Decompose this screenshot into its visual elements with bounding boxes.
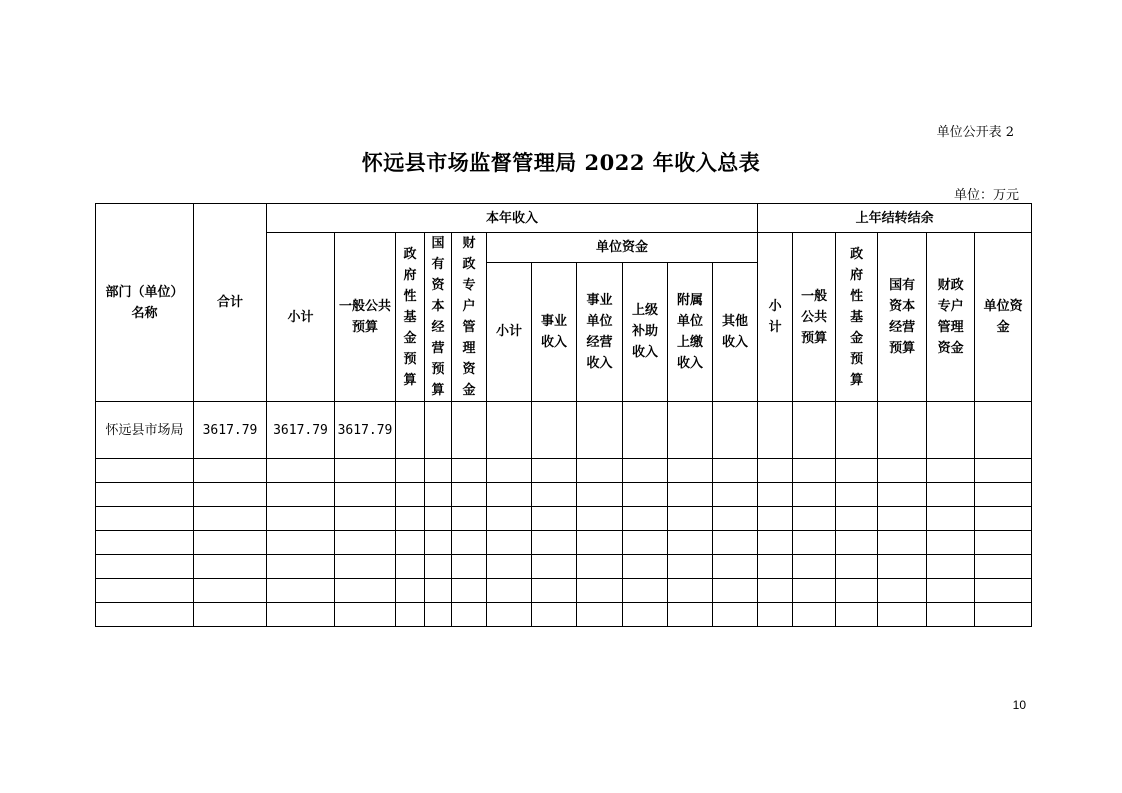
cell-empty: [267, 459, 335, 483]
cell-empty: [577, 507, 623, 531]
cell-empty: [194, 579, 267, 603]
cell-empty: [487, 555, 532, 579]
cell-empty: [927, 459, 975, 483]
cell-empty: [335, 459, 396, 483]
header-uf-operating: 事业单位经营收入: [577, 262, 623, 401]
cell-empty: [577, 531, 623, 555]
cell-empty: [793, 459, 836, 483]
page-title: 怀远县市场监督管理局 2022 年收入总表: [361, 150, 761, 175]
header-co-fiscal: 财政专户管理资金: [927, 233, 975, 402]
cell-empty: [793, 555, 836, 579]
cell-empty: [532, 531, 577, 555]
cell-empty: [487, 402, 532, 459]
table-row: [96, 402, 1032, 459]
cell-total: 3617.79: [194, 402, 267, 459]
cell-empty: [793, 603, 836, 627]
cell-empty: [396, 531, 425, 555]
cell-empty: [758, 483, 793, 507]
cell-empty: [532, 483, 577, 507]
cell-empty: [758, 555, 793, 579]
cell-empty: [425, 579, 452, 603]
cell-empty: [452, 483, 487, 507]
cell-empty: [668, 507, 713, 531]
cell-empty: [335, 579, 396, 603]
cell-empty: [623, 555, 668, 579]
page-number: 10: [1012, 698, 1026, 712]
cell-empty: [267, 603, 335, 627]
cell-empty: [96, 555, 194, 579]
cell-empty: [878, 459, 927, 483]
header-cy-general: 一般公共预算: [335, 233, 396, 402]
cell-empty: [793, 483, 836, 507]
header-cy-govfund: 政府性基金预算: [396, 233, 425, 402]
header-co-subtotal: 小计: [758, 233, 793, 402]
cell-empty: [975, 402, 1032, 459]
cell-empty: [396, 459, 425, 483]
cell-empty: [577, 483, 623, 507]
cell-empty: [452, 579, 487, 603]
cell-empty: [96, 579, 194, 603]
cell-empty: [452, 555, 487, 579]
cell-empty: [975, 531, 1032, 555]
cell-empty: [758, 603, 793, 627]
cell-empty: [335, 603, 396, 627]
cell-dept-name: 怀远县市场局: [96, 402, 194, 459]
cell-empty: [793, 402, 836, 459]
cell-empty: [713, 555, 758, 579]
cell-empty: [713, 507, 758, 531]
cell-empty: [452, 402, 487, 459]
cell-empty: [487, 459, 532, 483]
header-co-govfund: 政府性基金预算: [836, 233, 878, 402]
cell-empty: [927, 603, 975, 627]
header-cy-unitfunds: 单位资金: [487, 233, 758, 263]
cell-empty: [713, 531, 758, 555]
cell-empty: [452, 459, 487, 483]
unit-label: 单位：万元: [953, 188, 1019, 203]
cell-empty: [425, 531, 452, 555]
header-carryover: 上年结转结余: [758, 204, 1032, 233]
header-current-year: 本年收入: [267, 204, 758, 233]
cell-empty: [452, 603, 487, 627]
cell-empty: [836, 402, 878, 459]
cell-empty: [194, 459, 267, 483]
cell-empty: [713, 402, 758, 459]
cell-empty: [878, 555, 927, 579]
cell-empty: [836, 579, 878, 603]
cell-empty: [487, 603, 532, 627]
cell-empty: [668, 531, 713, 555]
cell-empty: [577, 603, 623, 627]
cell-empty: [668, 579, 713, 603]
cell-empty: [396, 555, 425, 579]
cell-empty: [793, 531, 836, 555]
table-row: [96, 507, 1032, 531]
cell-empty: [194, 531, 267, 555]
cell-empty: [425, 459, 452, 483]
cell-empty: [758, 507, 793, 531]
cell-empty: [577, 555, 623, 579]
cell-empty: [927, 579, 975, 603]
cell-empty: [623, 579, 668, 603]
cell-empty: [267, 483, 335, 507]
cell-empty: [836, 459, 878, 483]
cell-empty: [396, 402, 425, 459]
cell-empty: [532, 507, 577, 531]
cell-empty: [975, 483, 1032, 507]
cell-empty: [425, 402, 452, 459]
cell-empty: [267, 579, 335, 603]
cell-empty: [878, 531, 927, 555]
cell-empty: [758, 459, 793, 483]
header-uf-subtotal: 小计: [487, 262, 532, 401]
cell-empty: [194, 603, 267, 627]
table-row: [96, 483, 1032, 507]
cell-empty: [335, 531, 396, 555]
cell-empty: [878, 483, 927, 507]
cell-empty: [396, 579, 425, 603]
header-co-general: 一般公共预算: [793, 233, 836, 402]
cell-empty: [758, 531, 793, 555]
cell-empty: [452, 531, 487, 555]
header-uf-affiliated: 附属单位上缴收入: [668, 262, 713, 401]
cell-empty: [577, 402, 623, 459]
cell-empty: [713, 603, 758, 627]
header-cy-fiscal: 财政专户管理资金: [452, 233, 487, 402]
header-uf-subsidy: 上级补助收入: [623, 262, 668, 401]
cell-empty: [878, 579, 927, 603]
header-uf-business: 事业收入: [532, 262, 577, 401]
cell-empty: [975, 555, 1032, 579]
cell-empty: [267, 531, 335, 555]
cell-empty: [96, 531, 194, 555]
cell-empty: [623, 603, 668, 627]
cell-empty: [975, 579, 1032, 603]
cell-empty: [487, 579, 532, 603]
cell-empty: [96, 507, 194, 531]
cell-empty: [396, 603, 425, 627]
cell-empty: [623, 402, 668, 459]
cell-cy-general: 3617.79: [335, 402, 396, 459]
cell-empty: [194, 507, 267, 531]
cell-empty: [487, 483, 532, 507]
table-row: [96, 531, 1032, 555]
cell-empty: [975, 603, 1032, 627]
cell-empty: [532, 402, 577, 459]
cell-empty: [793, 507, 836, 531]
cell-empty: [335, 507, 396, 531]
cell-empty: [396, 483, 425, 507]
cell-empty: [927, 483, 975, 507]
cell-empty: [836, 555, 878, 579]
cell-empty: [396, 507, 425, 531]
cell-empty: [335, 555, 396, 579]
cell-empty: [836, 603, 878, 627]
header-co-unitfunds: 单位资金: [975, 233, 1032, 402]
cell-empty: [623, 531, 668, 555]
cell-empty: [713, 483, 758, 507]
cell-empty: [577, 459, 623, 483]
cell-empty: [487, 531, 532, 555]
cell-empty: [668, 402, 713, 459]
header-row-1: [96, 204, 1032, 233]
cell-empty: [836, 531, 878, 555]
cell-empty: [96, 483, 194, 507]
cell-empty: [532, 459, 577, 483]
cell-empty: [668, 555, 713, 579]
cell-empty: [927, 555, 975, 579]
cell-empty: [878, 507, 927, 531]
cell-empty: [532, 555, 577, 579]
cell-empty: [335, 483, 396, 507]
cell-empty: [713, 459, 758, 483]
cell-empty: [194, 483, 267, 507]
cell-empty: [623, 507, 668, 531]
cell-empty: [96, 603, 194, 627]
table-row: [96, 555, 1032, 579]
cell-empty: [194, 555, 267, 579]
form-number: 单位公开表 2: [936, 125, 1014, 140]
cell-cy-subtotal: 3617.79: [267, 402, 335, 459]
cell-empty: [878, 603, 927, 627]
cell-empty: [452, 507, 487, 531]
cell-empty: [425, 483, 452, 507]
cell-empty: [623, 459, 668, 483]
table-row: [96, 459, 1032, 483]
cell-empty: [577, 579, 623, 603]
cell-empty: [836, 507, 878, 531]
header-uf-other: 其他收入: [713, 262, 758, 401]
cell-empty: [267, 555, 335, 579]
header-dept: 部门（单位）名称: [96, 204, 194, 402]
header-co-stateowned: 国有资本经营预算: [878, 233, 927, 402]
cell-empty: [927, 531, 975, 555]
header-total: 合计: [194, 204, 267, 402]
table-row: [96, 579, 1032, 603]
cell-empty: [758, 579, 793, 603]
cell-empty: [425, 603, 452, 627]
cell-empty: [878, 402, 927, 459]
cell-empty: [532, 579, 577, 603]
cell-empty: [836, 483, 878, 507]
cell-empty: [668, 483, 713, 507]
income-summary-table: [95, 203, 1032, 627]
cell-empty: [927, 402, 975, 459]
cell-empty: [668, 603, 713, 627]
cell-empty: [927, 507, 975, 531]
cell-empty: [96, 459, 194, 483]
empty-rows: [96, 459, 1032, 627]
cell-empty: [668, 459, 713, 483]
header-cy-subtotal: 小计: [267, 233, 335, 402]
cell-empty: [425, 555, 452, 579]
cell-empty: [793, 579, 836, 603]
cell-empty: [758, 402, 793, 459]
cell-empty: [487, 507, 532, 531]
cell-empty: [532, 603, 577, 627]
cell-empty: [975, 507, 1032, 531]
cell-empty: [623, 483, 668, 507]
cell-empty: [975, 459, 1032, 483]
header-cy-stateowned: 国有资本经营预算: [425, 233, 452, 402]
table-row: [96, 603, 1032, 627]
cell-empty: [267, 507, 335, 531]
cell-empty: [713, 579, 758, 603]
cell-empty: [425, 507, 452, 531]
